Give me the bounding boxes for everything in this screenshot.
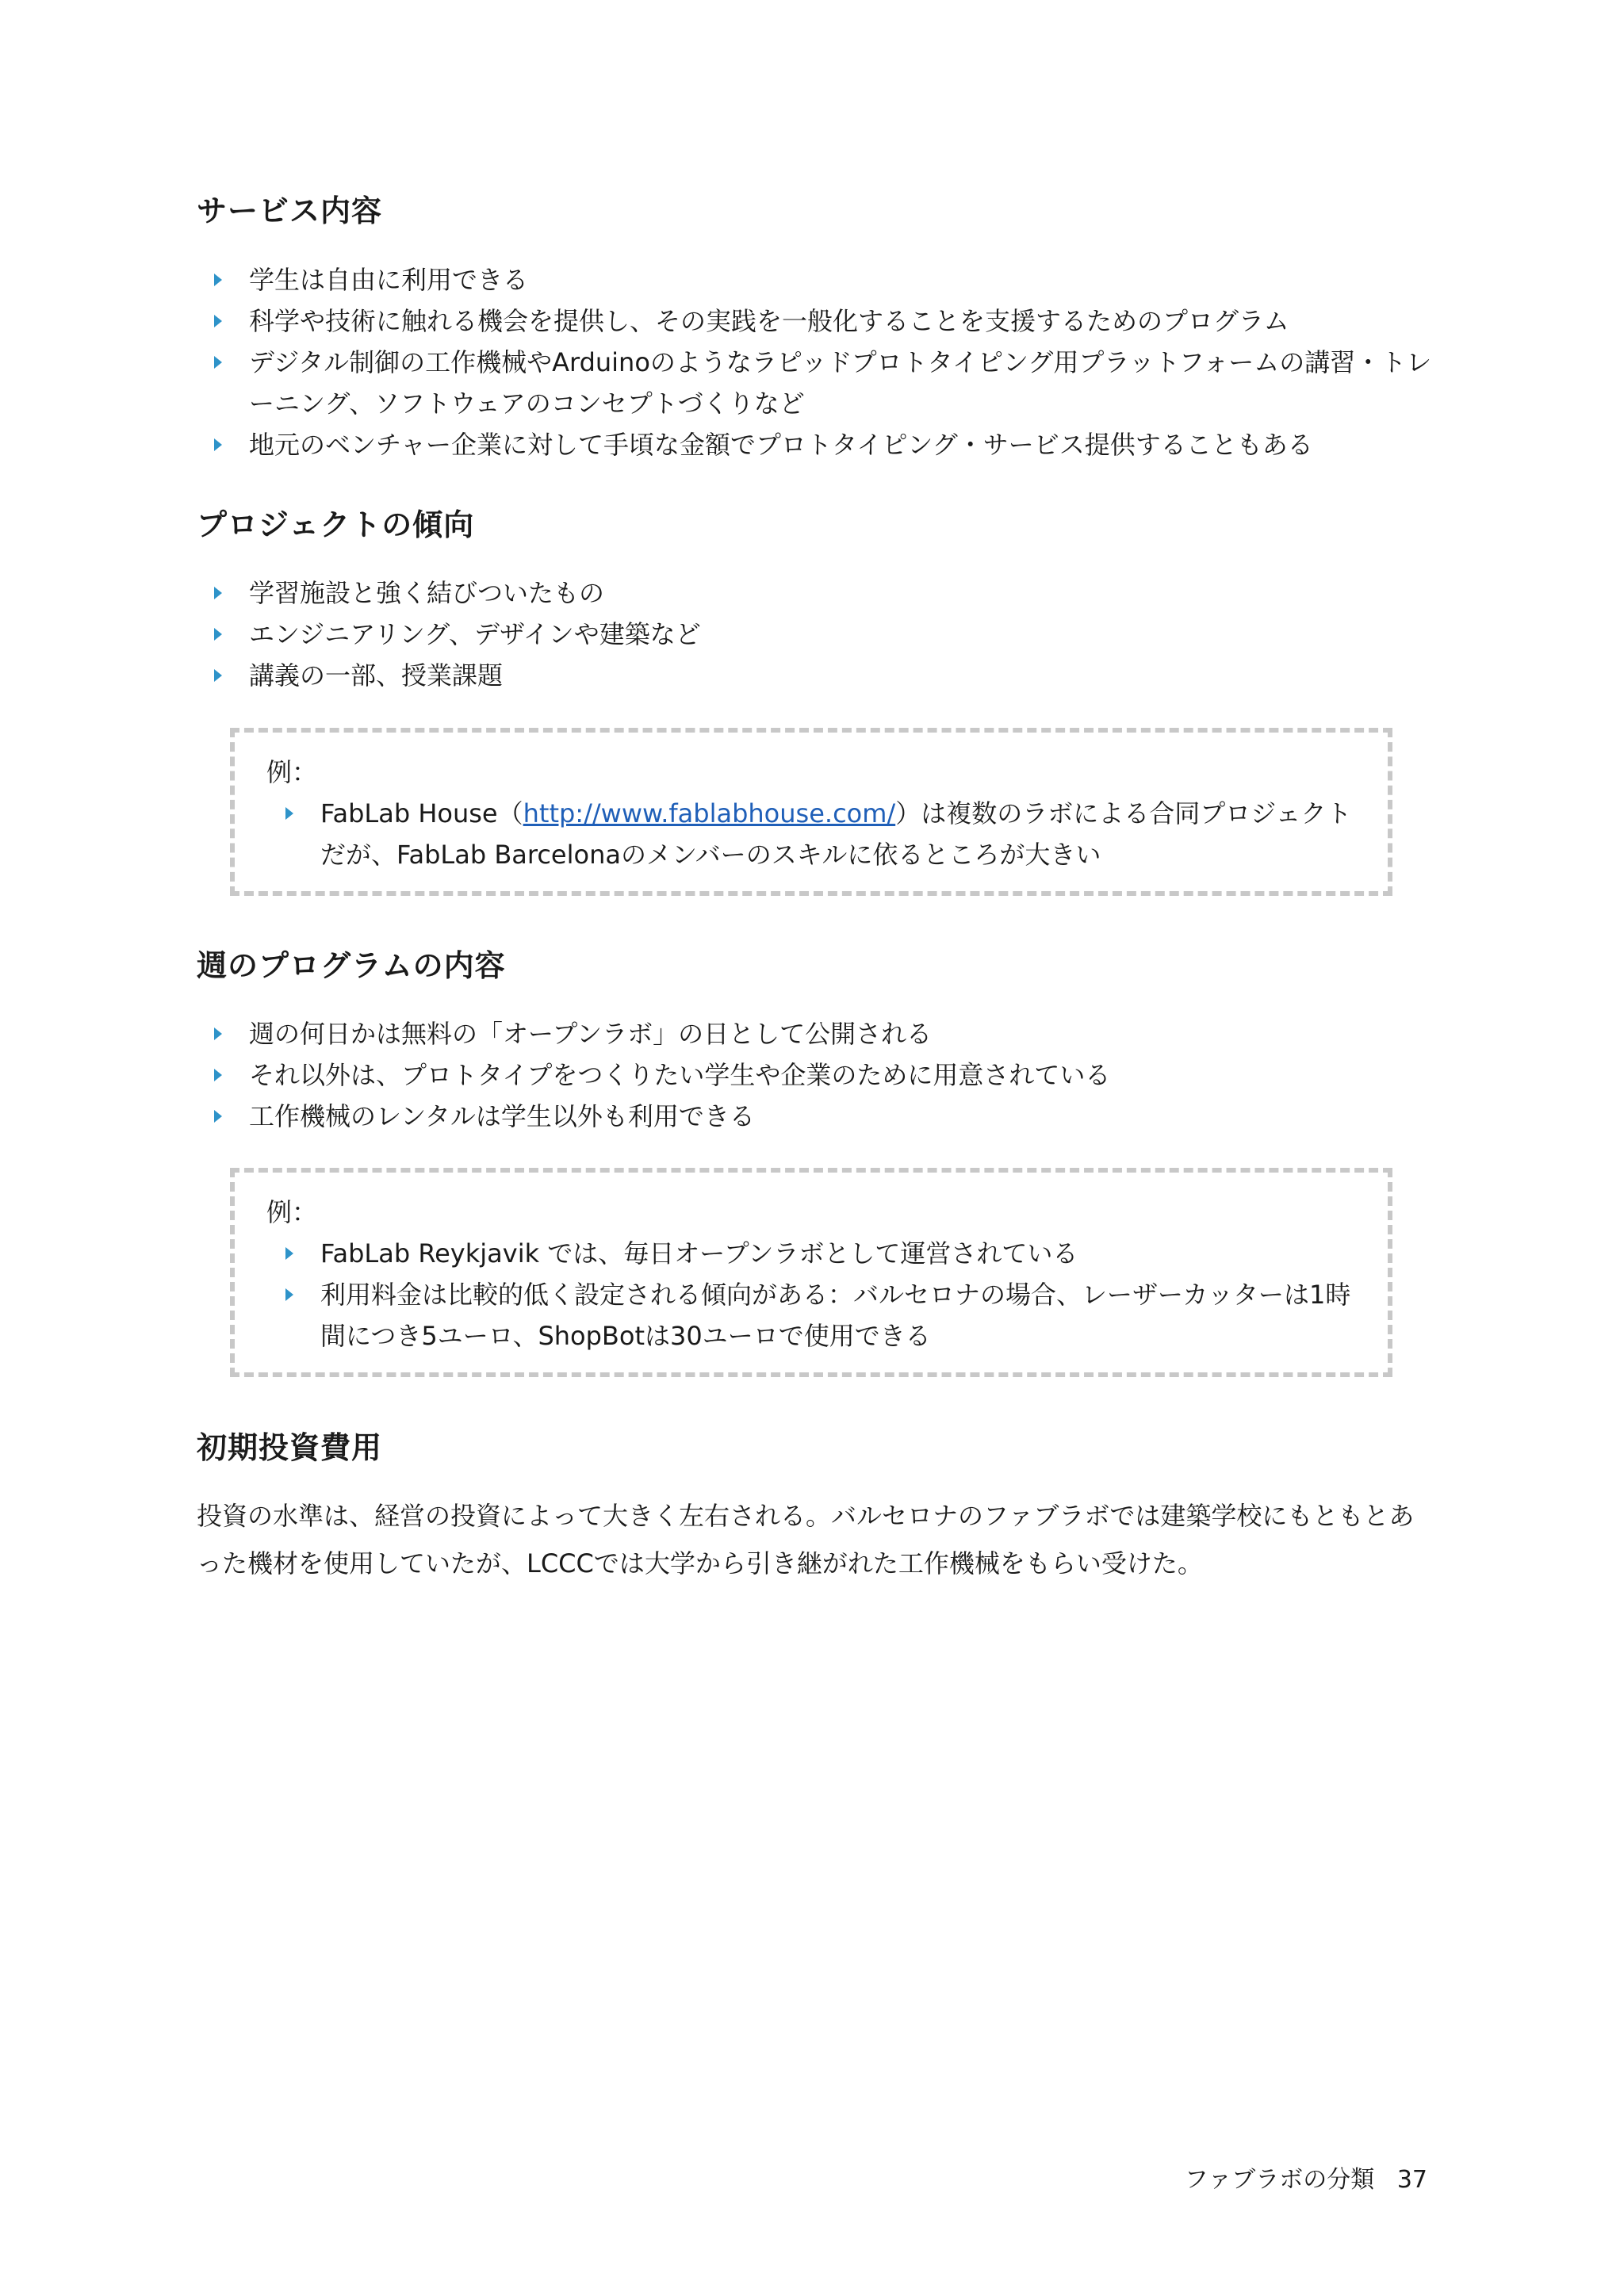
list-item-text: 利用料金は比較的低く設定される傾向がある：バルセロナの場合、レーザーカッターは1時間につき5ユーロ、ShopBotは30ユーロで使用できる [320,1280,1351,1351]
list-item-text: 講義の一部、授業課題 [249,660,504,691]
fablabhouse-link[interactable]: http://www.fablabhouse.com/ [523,798,896,828]
bullet-arrow-icon [285,1288,293,1301]
list-item-text: 学習施設と強く結びついたもの [249,578,605,608]
example-text-prefix: FabLab House（ [320,798,523,828]
bullet-arrow-icon [214,438,222,451]
list-item [266,793,1359,875]
bullet-arrow-icon [214,1110,222,1123]
list-item [197,1013,1434,1054]
list-item [197,300,1434,342]
bullet-arrow-icon [214,587,222,599]
heading-projects: プロジェクトの傾向 [197,507,475,542]
list-item [197,1054,1434,1096]
list-item-text: 地元のベンチャー企業に対して手頃な金額でプロトタイピング・サービス提供することもある [249,430,1313,460]
list-item [197,655,1434,696]
list-item-text: 工作機械のレンタルは学生以外も利用できる [249,1101,755,1131]
list-item [197,424,1434,465]
bullet-arrow-icon [285,1247,293,1260]
bullet-arrow-icon [214,274,222,286]
footer-chapter: ファブラボの分類 [1184,2166,1375,2194]
bullet-arrow-icon [214,1027,222,1040]
heading-service: サービス内容 [197,193,383,228]
example-label: 例： [266,757,318,787]
bullet-arrow-icon [214,315,222,327]
list-item [197,614,1434,655]
list-item-text: エンジニアリング、デザインや建築など [249,619,701,649]
page-footer [1185,2163,1427,2198]
weekly-list [197,1013,1434,1137]
investment-paragraph: 投資の水準は、経営の投資によって大きく左右される。バルセロナのファブラボでは建築学校にもともとあった機材を使用していたが、LCCCでは大学から引き継がれた工作機械をもらい受けた。 [197,1501,1415,1578]
list-item [266,1274,1359,1357]
list-item [197,259,1434,300]
list-item [197,342,1434,424]
example-label: 例： [266,1197,318,1227]
heading-investment: 初期投資費用 [197,1430,383,1465]
bullet-arrow-icon [214,1069,222,1081]
example-box-weekly [230,1168,1392,1377]
list-item [197,1096,1434,1137]
list-item-text: 週の何日かは無料の「オープンラボ」の日として公開される [249,1019,933,1049]
list-item [197,572,1434,614]
list-item [266,1233,1359,1274]
service-list [197,259,1434,465]
list-item-text: デジタル制御の工作機械やArduinoのようなラピッドプロトタイピング用プラットフォームの講習・トレーニング、ソフトウェアのコンセプトづくりなど [249,347,1432,419]
projects-list [197,572,1434,696]
bullet-arrow-icon [214,628,222,641]
example-box-projects [230,728,1392,896]
list-item-text: それ以外は、プロトタイプをつくりたい学生や企業のために用意されている [249,1060,1111,1090]
example-list [266,793,1359,875]
bullet-arrow-icon [285,807,293,820]
list-item-text: 科学や技術に触れる機会を提供し、その実践を一般化することを支援するためのプログラム [249,306,1289,336]
bullet-arrow-icon [214,356,222,369]
example-list [266,1233,1359,1357]
list-item-text: FabLab Reykjavik では、毎日オープンラボとして運営されている [320,1238,1078,1269]
example-text-suffix: ）は複数のラボによる合同プロジェクトだが、FabLab Barcelonaのメンバーのスキルに依るところが大きい [320,798,1352,870]
bullet-arrow-icon [214,669,222,682]
list-item-text: 学生は自由に利用できる [249,265,529,295]
page-number: 37 [1396,2166,1427,2194]
heading-weekly: 週のプログラムの内容 [197,948,506,983]
